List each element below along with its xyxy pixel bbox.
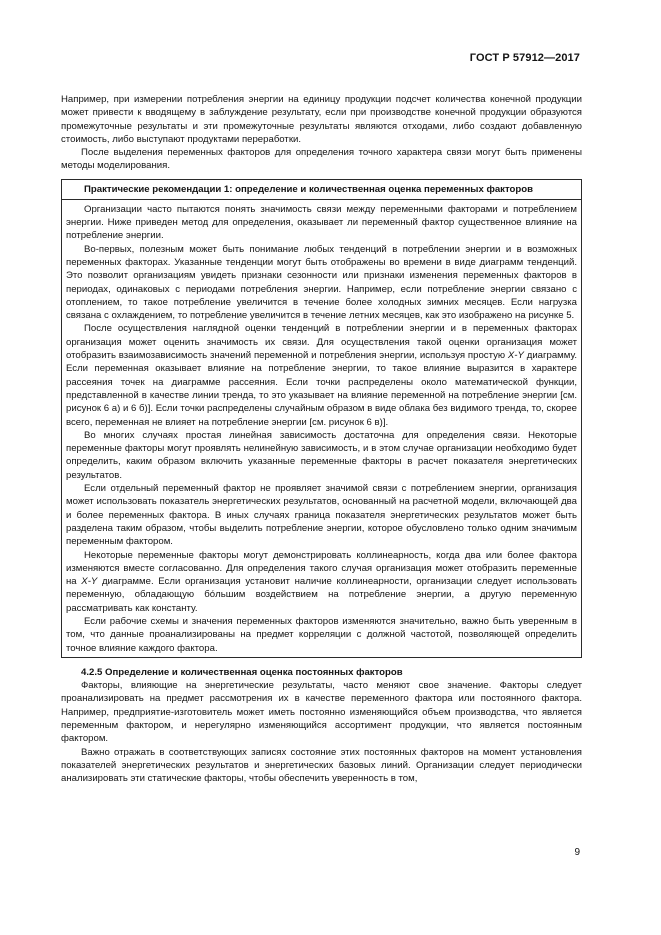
box-paragraph-6-part-b: диаграмме. Если организация установит наличие коллинеарности, организации следует использовать переменную, обладающую бо́льшим воздействием на потребление энергии, а другую переменную рассматривать как константу. bbox=[66, 576, 577, 614]
standard-header: ГОСТ Р 57912—2017 bbox=[469, 52, 580, 64]
box-paragraph-3-part-a: После осуществления наглядной оценки тенденций в потреблении энергии и в переменных факторах организация может оценить значимость их связи. Для осуществления такой оценки организация может отобразить взаимозависимость значений переменной и потребления энергии, используя простую bbox=[66, 323, 577, 362]
box-paragraph-4: Во многих случаях простая линейная зависимость достаточна для определения связи. Некоторые переменные факторы могут проявлять нелинейную зависимость, и в этом случае организации необходимо будет определить, каким образом включить указанные переменные факторы в расчет показателя энергетических результатов. bbox=[66, 429, 577, 481]
box-paragraph-2: Во-первых, полезным может быть понимание любых тенденций в потреблении энергии и в возможных переменных факторах. Указанные тенденции могут быть отображены во времени в виде диаграмм тенденций. Это позволит организациям увидеть признаки сезонности или признаки изменения переменных факторов в периодах, одинаковых с периодами потребления энергии. Например, если потребление энергии связано с отоплением, то такое потребление увеличится в течение более холодных зимних месяцев. Если нагрузка связана с охлаждением, то потребление увеличится в течение летних месяцев, как это изображено на рисунке 5. bbox=[66, 243, 577, 322]
box-body bbox=[62, 200, 581, 657]
intro-paragraph-1: Например, при измерении потребления энергии на единицу продукции подсчет количества конечной продукции может привести к вводящему в заблуждение результату, если при производстве конечной продукции образуются промежуточные результаты и эти промежуточные результаты являются отходами, либо создают добавленную стоимость, либо выступают продуктами переработки. bbox=[61, 94, 582, 145]
box-paragraph-1: Организации часто пытаются понять значимость связи между переменными факторами и потреблением энергии. Ниже приведен метод для определения, оказывает ли переменный фактор существенное влияние на потребление энергии. bbox=[66, 203, 577, 242]
intro-paragraph-2: После выделения переменных факторов для определения точного характера связи могут быть применены методы моделирования. bbox=[61, 147, 582, 172]
section-paragraph-1: Факторы, влияющие на энергетические результаты, часто меняют свое значение. Факторы следует проанализировать на предмет рассмотрения их в качестве переменного фактора или постоянного фактора. Например, предприятие-изготовитель может иметь постоянно изменяющийся объем производства, что является переменным фактором, и нерегулярно изменяющийся ассортимент продукции, что является постоянным фактором. bbox=[61, 680, 582, 745]
box-title: Практические рекомендации 1: определение и количественная оценка переменных факторов bbox=[62, 180, 581, 200]
practical-recommendations-box bbox=[61, 179, 582, 658]
page-content bbox=[61, 93, 582, 786]
box-paragraph-6 bbox=[66, 549, 577, 615]
box-paragraph-6-part-a: Некоторые переменные факторы могут демонстрировать коллинеарность, когда два или более фактора изменяются вместе согласованно. Для определения такого случая организация может отобразить переменные на bbox=[66, 549, 577, 588]
xy-term: X-Y bbox=[81, 576, 98, 588]
section-paragraph-2: Важно отражать в соответствующих записях состояние этих постоянных факторов на момент установления показателей энергетических результатов и энергетических базовых линий. Организации следует периодически анализировать эти статические факторы, чтобы обеспечить уверенность в том, bbox=[61, 746, 582, 785]
box-paragraph-3-part-b: диаграмму. Если переменная оказывает влияние на потребление энергии, то такое влияние выразится в характере рассеяния точек на диаграмме рассеяния. Если точки распределены около математической функции, представленной в качестве линии тренда, то это указывает на влияние переменной на потребление энергии [см. рисунок 6 а) и 6 б)]. Если точки распределены случайным образом в виде облака без видимого тренда, то, скорее всего, переменная не влияет на потребление энергии [см. рисунок 6 в)]. bbox=[66, 350, 577, 428]
section-heading: 4.2.5 Определение и количественная оценка постоянных факторов bbox=[81, 666, 403, 678]
xy-term: X-Y bbox=[507, 350, 524, 362]
page-number: 9 bbox=[574, 847, 580, 858]
box-paragraph-3 bbox=[66, 322, 577, 428]
box-paragraph-7: Если рабочие схемы и значения переменных факторов изменяются значительно, важно быть уверенным в том, что данные проанализированы на предмет корреляции с должной частотой, позволяющей определить точное влияние каждого фактора. bbox=[66, 615, 577, 654]
box-paragraph-5: Если отдельный переменный фактор не проявляет значимой связи с потреблением энергии, организация может использовать показатель энергетических результатов, основанный на расчетной модели, включающей два и более переменных фактора. В иных случаях граница показателя энергетических результатов может быть разделена таким образом, чтобы выделить потребление энергии, которое обусловлено только одним значимым переменным фактором. bbox=[66, 483, 577, 548]
